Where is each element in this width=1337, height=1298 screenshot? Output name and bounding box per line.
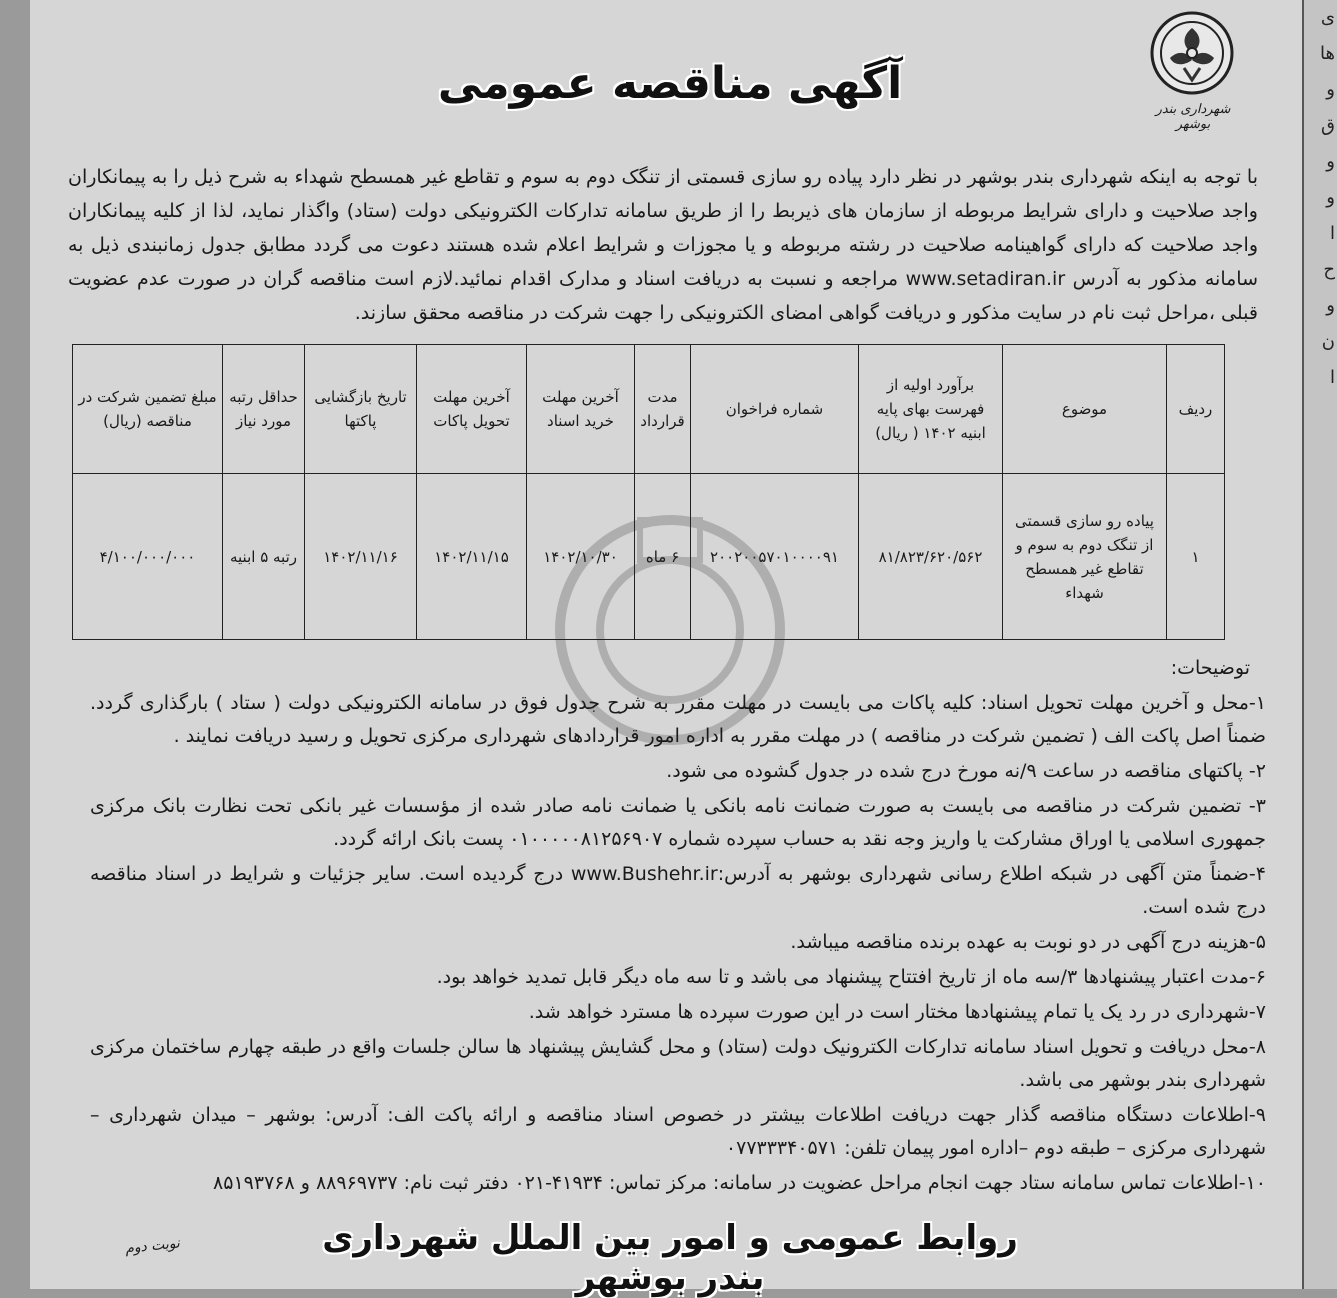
note-item: ۹-اطلاعات دستگاه مناقصه گذار جهت دریافت اطلاعات بیشتر در خصوص اسناد مناقصه و ارائه پاکت الف: آدرس: بوشهر – میدان شهرداری – شهرداری مرکزی – طبقه دوم –اداره امور پیمان تلفن: ۰۷۷۳۳۳۴۰۵۷۱ bbox=[90, 1104, 1266, 1159]
cell-opening: ۱۴۰۲/۱۱/۱۶ bbox=[305, 474, 417, 640]
note-item: ۷-شهرداری در رد یک یا تمام پیشنهادها مختار است در این صورت سپرده ها مسترد خواهد شد. bbox=[528, 1001, 1266, 1023]
header-rank: حداقل رتبه مورد نیاز bbox=[223, 345, 305, 474]
logo-caption: شهرداری بندر بوشهر bbox=[1155, 102, 1231, 132]
note-item: ۱۰-اطلاعات تماس سامانه ستاد جهت انجام مراحل عضویت در سامانه: مرکز تماس: ۴۱۹۳۴-۰۲۱ دفتر ثبت نام: ۸۸۹۶۹۷۳۷ و ۸۵۱۹۳۷۶۸ bbox=[213, 1172, 1266, 1194]
cell-guarantee: ۴/۱۰۰/۰۰۰/۰۰۰ bbox=[73, 474, 223, 640]
header-pack-deadline: آخرین مهلت تحویل پاکات bbox=[417, 345, 527, 474]
cell-doc-deadline: ۱۴۰۲/۱۰/۳۰ bbox=[527, 474, 635, 640]
cell-rank: رتبه ۵ ابنیه bbox=[223, 474, 305, 640]
cell-duration: ۶ ماه bbox=[635, 474, 691, 640]
note-item: ۸-محل دریافت و تحویل اسناد سامانه تدارکات الکترونیک دولت (ستاد) و محل گشایش پیشنهاد ها سالن جلسات واقع در طبقه چهارم ساختمان مرکزی شهرداری بندر بوشهر می باشد. bbox=[90, 1036, 1266, 1091]
header-opening: تاریخ بازگشایی پاکتها bbox=[305, 345, 417, 474]
header-row-no: ردیف bbox=[1167, 345, 1225, 474]
cell-row-no: ۱ bbox=[1167, 474, 1225, 640]
note-item: ۶-مدت اعتبار پیشنهادها ۳/سه ماه از تاریخ افتتاح پیشنهاد می باشد و تا سه ماه دیگر قابل تمدید خواهد بود. bbox=[436, 966, 1266, 988]
intro-text: با توجه به اینکه شهرداری بندر بوشهر در نظر دارد پیاده رو سازی قسمتی از تنگک دوم به سوم و تقاطع غیر همسطح شهداء به شرح ذیل را به پیمانکاران واجد صلاحیت و دارای شرایط مربوطه از سازمان های ذیربط را از طریق سامانه تدارکات الکترونیکی دولت (ستاد) واگذار نماید، لذا از کلیه پیمانکاران واجد صلاحیت که دارای گواهینامه صلاحیت در رشته مربوطه و یا مجوزات و شرایط اعلام شده هستند دعوت می گردد مطابق جدول زمانبندی ذیل به سامانه مذکور به آدرس www.setadiran.ir مراجعه و نسبت به دریافت اسناد و مدارک اقدام نمائید.لازم است مناقصه گران در صورت عدم عضویت قبلی ،مراحل ثبت نام در سایت مذکور و دریافت گواهی امضای الکترونیکی را جهت شرکت در مناقصه محقق سازند. bbox=[68, 166, 1258, 324]
table-header-row bbox=[73, 345, 1225, 474]
tender-table bbox=[72, 344, 1225, 640]
footer-signature: روابط عمومی و امور بین الملل شهرداری بندر بوشهر bbox=[322, 1218, 1018, 1298]
emblem-icon bbox=[1140, 8, 1245, 108]
note-item: ۲- پاکتهای مناقصه در ساعت ۹/نه مورخ درج شده در جدول گشوده می شود. bbox=[666, 760, 1266, 782]
adjacent-column-strip: ی ها و ق و و ا ح و ن ا bbox=[1302, 0, 1337, 1289]
header-estimate: برآورد اولیه از فهرست بهای پایه ابنیه ۱۴۰۲ ( ریال) bbox=[859, 345, 1003, 474]
table-row bbox=[73, 474, 1225, 640]
header-subject: موضوع bbox=[1003, 345, 1167, 474]
notes-title: توضیحات: bbox=[1170, 657, 1250, 679]
note-item: ۱-محل و آخرین مهلت تحویل اسناد: کلیه پاکات می بایست در مهلت مقرر به شرح جدول فوق در سامانه الکترونیکی دولت ( ستاد ) بارگذاری گردد. ضمناً اصل پاکت الف ( تضمین شرکت در مناقصه ) در مهلت مقرر به اداره امور قراردادهای شهرداری مرکزی تحویل و رسید دریافت نمایند . bbox=[90, 692, 1266, 747]
intro-paragraph bbox=[68, 160, 1258, 330]
publication-round: نوبت دوم bbox=[124, 1235, 181, 1257]
header-call-no: شماره فراخوان bbox=[691, 345, 859, 474]
notes-section bbox=[90, 652, 1266, 1202]
cell-estimate: ۸۱/۸۲۳/۶۲۰/۵۶۲ bbox=[859, 474, 1003, 640]
header-duration: مدت قرارداد bbox=[635, 345, 691, 474]
note-item: ۴-ضمناً متن آگهی در شبکه اطلاع رسانی شهرداری بوشهر به آدرس:www.Bushehr.ir درج گردیده است. سایر جزئیات و شرایط در اسناد مناقصه درج شده است. bbox=[90, 863, 1266, 918]
cell-call-no: ۲۰۰۲۰۰۵۷۰۱۰۰۰۰۹۱ bbox=[691, 474, 859, 640]
cell-pack-deadline: ۱۴۰۲/۱۱/۱۵ bbox=[417, 474, 527, 640]
note-item: ۵-هزینه درج آگهی در دو نوبت به عهده برنده مناقصه میباشد. bbox=[790, 931, 1266, 953]
cell-subject: پیاده رو سازی قسمتی از تنگک دوم به سوم و تقاطع غیر همسطح شهداء bbox=[1003, 474, 1167, 640]
page-title: آگهی مناقصه عمومی bbox=[437, 58, 903, 109]
header-doc-deadline: آخرین مهلت خرید اسناد bbox=[527, 345, 635, 474]
note-item: ۳- تضمین شرکت در مناقصه می بایست به صورت ضمانت نامه بانکی یا ضمانت نامه صادر شده از مؤسسات غیر بانکی تحت نظارت بانک مرکزی جمهوری اسلامی یا اوراق مشارکت یا واریز وجه نقد به حساب سپرده شماره ۰۱۰۰۰۰۰۸۱۲۵۶۹۰۷ پست بانک ارائه گردد. bbox=[90, 795, 1266, 850]
header-guarantee: مبلغ تضمین شرکت در مناقصه (ریال) bbox=[73, 345, 223, 474]
